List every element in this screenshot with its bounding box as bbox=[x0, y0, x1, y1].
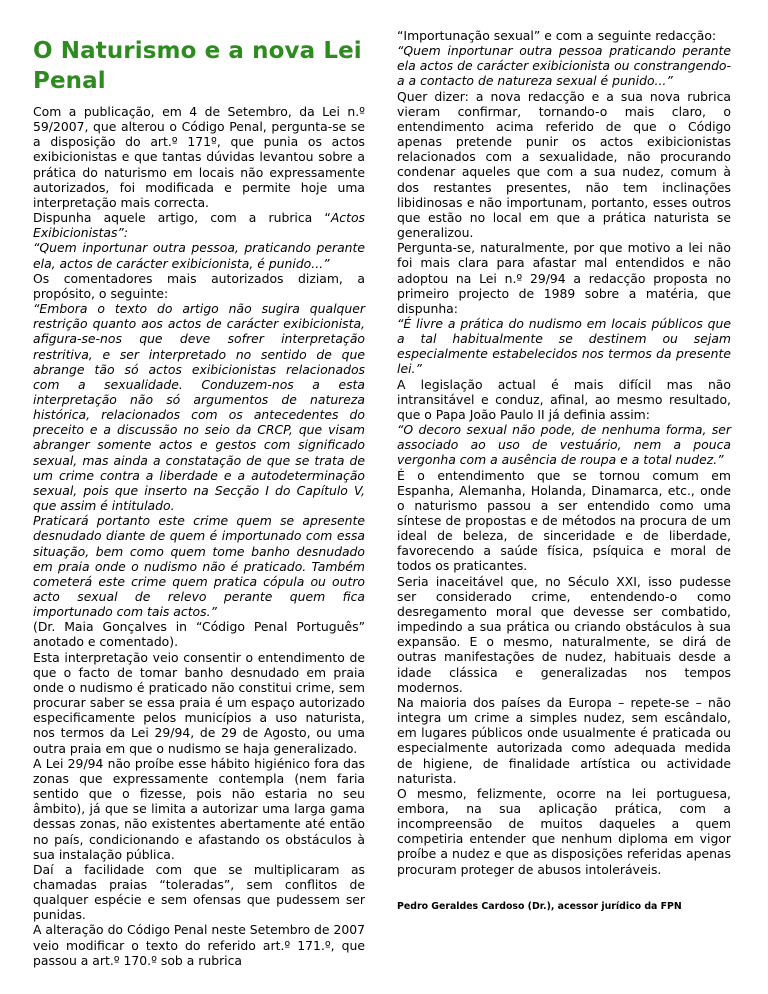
paragraph: Pergunta-se, naturalmente, por que motivo a lei não foi mais clara para afastar mal entendidos e não adoptou na Lei n.º 29/94 a redacção proposta no primeiro projecto de 1989 sobre a matéria, que dispunha: bbox=[397, 240, 731, 316]
paragraph: “É livre a prática do nudismo em locais públicos que a tal habitualmente se destinem ou sejam especialmente estabelecidos nos termos da presente lei.” bbox=[397, 315, 731, 377]
paragraph: “Importunação sexual” e com a seguinte redacção: bbox=[397, 28, 717, 43]
paragraph: Na maioria dos países da Europa – repete-se – não integra um crime a simples nudez, sem escândalo, em lugares públicos onde usualmente é praticada ou especialmente autorizada como adequada medida de higiene, de finalidade artística ou actividade naturista. bbox=[397, 694, 731, 786]
paragraph: É o entendimento que se tornou comum em Espanha, Alemanha, Holanda, Dinamarca, etc., onde o naturismo passou a ser entendido como uma síntese de propostas e de métodos na procura de um ideal de beleza, de sinceridade e de liberdade, favorecendo a saúde física, psíquica e moral de todos os praticantes. bbox=[397, 467, 731, 574]
article-title: O Naturismo e a nova Lei Penal bbox=[33, 38, 362, 94]
paragraph: Esta interpretação veio consentir o entendimento de que o facto de tomar banho desnudado em praia onde o nudismo é praticado não constitui crime, sem procurar saber se essa praia é um espaço autorizado especificamente pelos municípios a uso naturista, nos termos da Lei 29/94, de 29 de Agosto, ou uma outra praia em que o nudismo se haja generalizado. bbox=[33, 649, 365, 756]
paragraph: A Lei 29/94 não proíbe esse hábito higiénico fora das zonas que expressamente contempla (nem faria sentido que o fizesse, pois não estaria no seu âmbito), já que se limita a autorizar uma larga gama dessas zonas, não existentes abertamente até então no país, condicionando e afastando os obstáculos à sua instalação pública. bbox=[33, 755, 365, 862]
paragraph: Seria inaceitável que, no Século XXI, isso pudesse ser considerado crime, entendendo-o como desregamento moral que devesse ser combatido, impedindo a sua prática ou criando obstáculos à sua expansão. E o mesmo, naturalmente, se dirá de outras manifestações de nudez, habituais desde a idade clássica e generalizadas nos tempos modernos. bbox=[397, 573, 731, 695]
paragraph: “Quem inportunar outra pessoa, praticando perante ela, actos de carácter exibicionista, é punido...” bbox=[33, 240, 365, 271]
paragraph: Quer dizer: a nova redacção e a sua nova rubrica vieram confirmar, tornando-o mais claro, o entendimento acima referido de que o Código apenas pretende punir os actos exibicionistas relacionados com a sexualidade, não procurando condenar aqueles que com a sua nudez, comum à dos restantes presentes, não tem inclinações libidinosas e não importunam, portanto, esses outros que estão no local em que a prática naturista se generalizou. bbox=[397, 88, 731, 241]
paragraph: A legislação actual é mais difícil mas não intransitável e conduz, afinal, ao mesmo resultado, que o Papa João Paulo II já definia assim: bbox=[397, 376, 731, 422]
paragraph: “O decoro sexual não pode, de nenhuma forma, ser associado ao uso de vestuário, nem a pouca vergonha com a ausência de roupa e a total nudez.” bbox=[397, 422, 731, 468]
paragraph: Com a publicação, em 4 de Setembro, da Lei n.º 59/2007, que alterou o Código Penal, pergunta-se se a disposição do art.º 171º, que punia os actos exibicionistas e que tantas dúvidas levantou sobre a prática do naturismo em locais não expressamente autorizados, foi modificada e permite hoje uma interpretação mais correcta. bbox=[33, 104, 365, 210]
paragraph: Praticará portanto este crime quem se apresente desnudado diante de quem é importunado com essa situação, bem como quem tome banho desnudado em praia onde o nudismo não é praticado. Também cometerá este crime quem pratica cópula ou outro acto sexual de relevo perante quem fica importunado com tais actos.” bbox=[33, 513, 365, 620]
paragraph: Dispunha aquele artigo, com a rubrica “Actos Exibicionistas”: bbox=[33, 210, 365, 241]
paragraph: A alteração do Código Penal neste Setembro de 2007 veio modificar o texto do referido art.º 171.º, que passou a art.º 170.º sob a rubrica bbox=[33, 922, 365, 968]
paragraph: Daí a facilidade com que se multiplicaram as chamadas praias “toleradas”, sem conflitos de qualquer espécie e sem ofensas que pudessem ser punidas. bbox=[33, 861, 365, 923]
paragraph: Os comentadores mais autorizados diziam, a propósito, o seguinte: bbox=[33, 270, 365, 301]
author-signature: Pedro Geraldes Cardoso (Dr.), acessor jurídico da FPN bbox=[397, 900, 682, 912]
paragraph: (Dr. Maia Gonçalves in “Código Penal Português” anotado e comentado). bbox=[33, 619, 365, 650]
left-paragraphs bbox=[33, 104, 365, 968]
left-column bbox=[33, 28, 365, 968]
paragraph: “Quem inportunar outra pessoa praticando perante ela actos de carácter exibicionista ou constrangendo-a a contacto de natureza sexual é punido...” bbox=[397, 43, 731, 89]
paragraph: O mesmo, felizmente, ocorre na lei portuguesa, embora, na sua aplicação prática, com a incompreensão de muitos daqueles a quem competiria entender que nenhum diploma em vigor proíbe a nudez e que as disposições referidas apenas procuram proteger de abusos intoleráveis. bbox=[397, 785, 731, 877]
right-column bbox=[397, 28, 731, 914]
paragraph: “Embora o texto do artigo não sugira qualquer restrição quanto aos actos de carácter exibicionista, afigura-se-nos que deve sofrer interpretação restritiva, e ser interpretado no sentido de que abrange tão só actos exibicionistas relacionados com a sexualidade. Conduzem-nos a esta interpretação não só argumentos de natureza histórica, relacionados com os antecedentes do preceito e a discussão no seio da CRCP, que visam abranger somente actos e gestos com significado sexual, mas ainda a constatação de que se trata de um crime contra a liberdade e a autodeterminação sexual, pois que inserto na Secção I do Capítulo V, que assim é intitulado. bbox=[33, 301, 365, 514]
right-paragraphs bbox=[397, 28, 731, 877]
